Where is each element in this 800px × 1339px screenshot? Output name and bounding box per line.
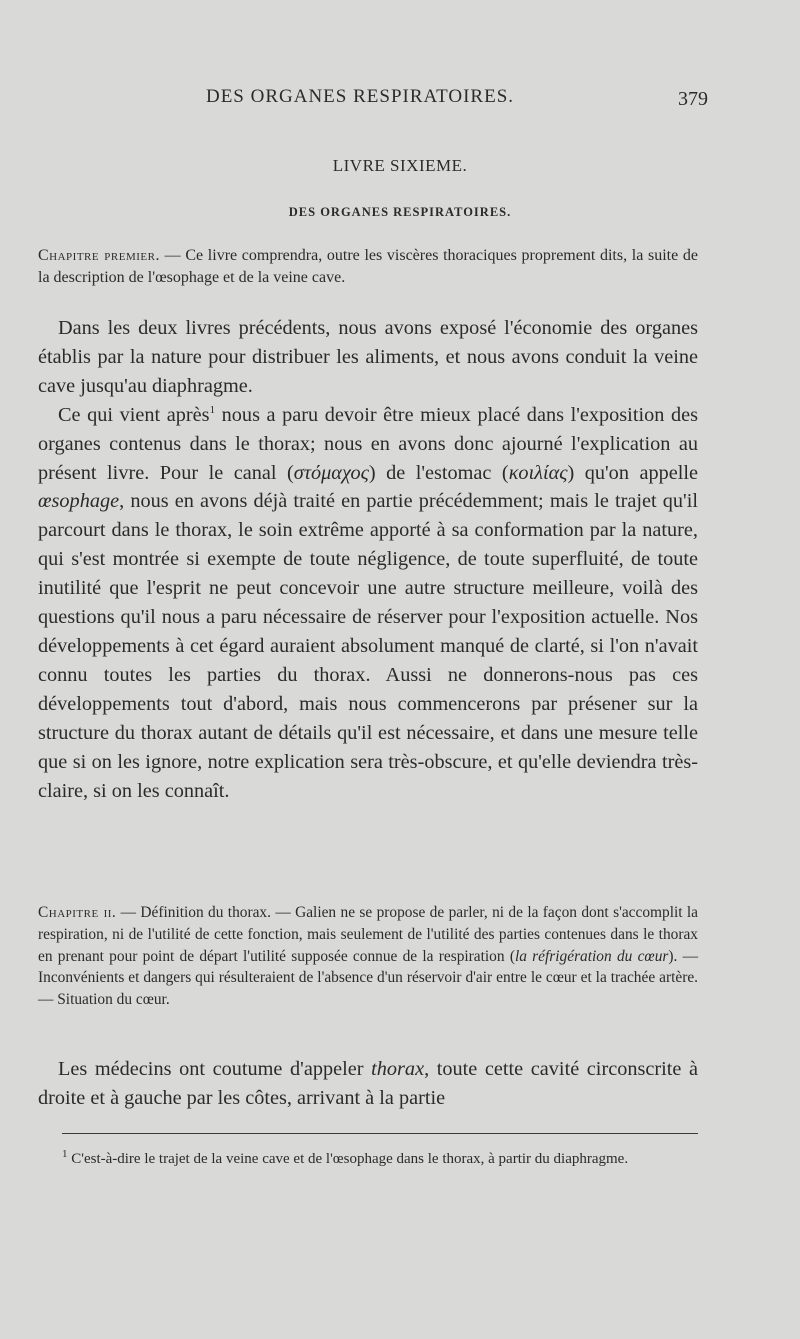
book-subtitle: DES ORGANES RESPIRATOIRES. (288, 205, 512, 219)
paragraph-3-part-b: , toute cette cavité circonscrite à droite et à gauche par les côtes, arrivant à la partie (38, 1058, 699, 1109)
main-text-1 (38, 314, 698, 805)
greek-word-koilias: κοιλίας (508, 461, 568, 484)
footnote (38, 1148, 698, 1170)
page-number: 379 (678, 88, 708, 110)
chapter-1-label: Chapitre premier. (38, 247, 160, 264)
paragraph-3-part-a: Les médecins ont coutume d'appeler (58, 1058, 372, 1080)
chapter-2-summary (38, 902, 698, 1011)
chapter-2-summary-emphasis: la réfrigération du cœur (514, 947, 669, 965)
chapter-1-summary-text: — Ce livre comprendra, outre les viscères thoraciques proprement dits, la suite de la description de l'œsophage et de la veine cave. (38, 247, 698, 286)
chapter-1-summary (38, 245, 698, 289)
footnote-text: C'est-à-dire le trajet de la veine cave et de l'œsophage dans le thorax, à partir du diaphragme. (67, 1151, 629, 1167)
running-title: DES ORGANES RESPIRATOIRES. (205, 86, 515, 107)
chapter-2-label: Chapitre ii. (38, 904, 117, 921)
paragraph-2-part-d: ) qu'on appelle (567, 461, 698, 484)
paragraph-2-part-b: nous a paru devoir être mieux placé dans l'exposition des organes contenus dans le thorax; nous en avons donc ajourné l'explication au présent livre. Pour le canal ( (38, 403, 698, 484)
paragraph-1: Dans les deux livres précédents, nous avons exposé l'économie des organes établis par la nature pour distribuer les aliments, et nous avons conduit la veine cave jusqu'au diaphragme. (38, 317, 698, 397)
greek-word-stomachos: στόμαχος (293, 461, 369, 484)
term-oesophage: œsophage (38, 490, 120, 513)
paragraph-2-part-c: ) de l'estomac ( (368, 461, 509, 484)
term-thorax: thorax (371, 1058, 425, 1080)
chapter-2-summary-part-a: — Définition du thorax. — Galien ne se propose de parler, ni de la façon dont s'accomplit la respiration, ni de l'utilité de cette fonction, mais seulement de l'utilité des parties contenues dans le thorax en prenant pour point de départ l'utilité supposée connue de la respiration ( (38, 904, 699, 965)
footnote-mark: 1 (62, 1148, 68, 1160)
main-text-2 (38, 1055, 698, 1113)
footnote-divider (62, 1133, 698, 1134)
paragraph-3 (38, 1055, 698, 1113)
book-title: LIVRE SIXIEME. (332, 156, 468, 175)
footnote-reference: 1 (209, 403, 216, 416)
chapter-2-summary-part-b: ). — Inconvénients et dangers qui résulteraient de l'absence d'un réservoir d'air entre le cœur et la trachée artère. — Situation du cœur. (38, 947, 698, 1009)
paragraph-2 (38, 401, 698, 806)
paragraph-2-part-a: Ce qui vient après (58, 403, 210, 426)
paragraph-2-part-e: , nous en avons déjà traité en partie précédemment; mais le trajet qu'il parcourt dans le thorax, le soin extrême apporté à sa conformation par la nature, qui s'est montrée si exempte de toute négligence, de toute superfluité, de toute inutilité que l'esprit ne peut concevoir une autre structure meilleure, voilà des questions qu'il nous a paru nécessaire de réserver pour l'exposition actuelle. Nos développements à cet égard auraient absolument manqué de clarté, si l'on n'avait connu toutes les parties du thorax. Aussi ne donnerons-nous pas ces développements tout d'abord, mais nous commencerons par présener sur la structure du thorax autant de détails qu'il est nécessaire, et dans une mesure telle que si on les ignore, notre explication sera très-obscure, et qu'elle deviendra très-claire, si on les connaît. (38, 490, 698, 802)
